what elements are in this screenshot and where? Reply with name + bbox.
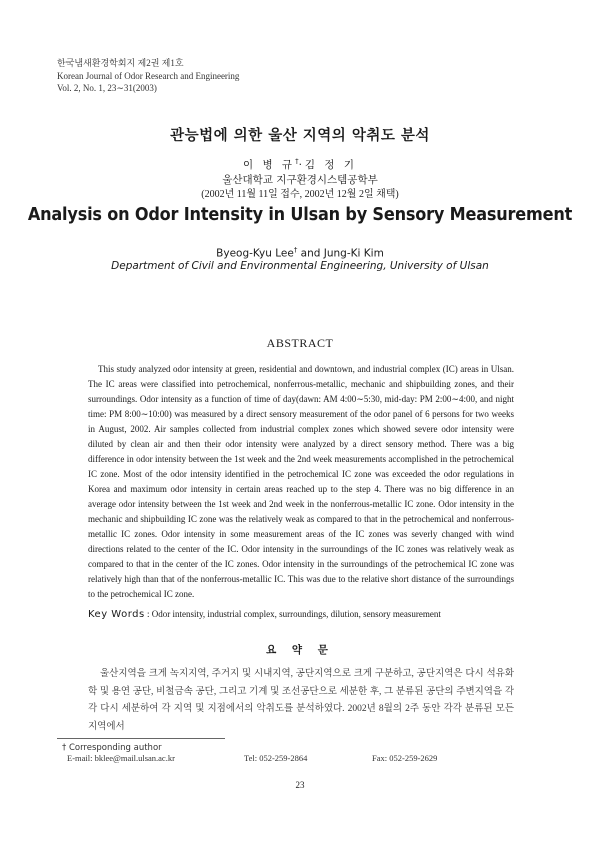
english-author-rest: and Jung-Ki Kim [297,247,384,260]
page-number: 23 [295,780,305,790]
english-title: Analysis on Odor Intensity in Ulsan by Sensory Measurement [27,205,573,225]
english-corresponding-dagger: † [293,246,298,254]
abstract-heading: ABSTRACT [266,336,334,350]
keywords-separator: : [144,609,152,619]
abstract-body: This study analyzed odor intensity at green, residential and downtown, and industrial complex (IC) areas in Ulsan. The IC areas were classified into petrochemical, nonferrous-metallic, mechanic and shipbuilding zones, and their surroundings. Odor intensity as a function of time of day(dawn: AM 4:00∼5:30, mid-day: PM 2:00∼4:00, and night time: PM 8:00∼10:00) was measured by a direct sensory measurement of the odor panel of 6 persons for two weeks in August, 2002. Air samples collected from industrial complex zones which showed severe odor intensity were diluted by clean air and then their odor intensity were analyzed by a direct sensory method. There was a big difference in odor intensity between the 1st week and the 2nd week measurements accomplished in the petrochemical IC zone. Most of the odor intensity identified in the petrochemical IC zone was exceeded the odor regulations in Korea and maximum odor intensity in certain areas reached up to the step 4. There was no big difference in an average odor intensity between the 1st week and 2nd week in the nonferrous-metallic IC zone. Odor intensity in the mechanic and shipbuilding IC zone was the relatively weak as compared to that in the petrochemical and nonferrous-metallic IC zones. Odor intensity in some measurement areas of the IC zones was severly changed with wind directions related to the center of the IC. Odor intensity in the surroundings of the IC zones was relatively weak as compared to that in the center of the IC zones. Odor intensity in the surroundings of the petrochemical IC zone was relatively high than that of the nonferrous-metallic IC. This was due to the relative short distance of the surroundings to the petrochemical IC zone. [88,364,514,599]
author-separator: · [298,159,305,171]
english-author-1: Byeog-Kyu Lee [216,247,294,260]
korean-dates: (2002년 11월 11일 접수, 2002년 12월 2일 채택) [201,189,399,200]
korean-abstract-heading: 요 약 문 [266,644,334,656]
footnote-tel: Tel: 052-259-2864 [244,753,308,763]
journal-korean-name: 한국냄새환경학회지 제2권 제1호 [57,58,184,68]
corresponding-dagger: † [295,157,299,166]
keywords-text: Odor intensity, industrial complex, surroundings, dilution, sensory measurement [151,609,441,619]
english-affiliation: Department of Civil and Environmental Engineering, University of Ulsan [111,260,489,272]
keywords [88,609,441,620]
keywords-label: Key Words [88,609,145,620]
korean-title: 관능법에 의한 울산 지역의 악취도 분석 [170,128,430,144]
journal-english-name: Korean Journal of Odor Research and Engineering [57,70,240,81]
footnote-fax: Fax: 052-259-2629 [372,753,438,763]
footnote-email: E-mail: bklee@mail.ulsan.ac.kr [67,753,175,763]
footnote-label: † Corresponding author [62,743,162,753]
footnote-rule [57,738,225,739]
english-authors [0,246,600,260]
journal-header [57,57,239,95]
korean-author-1: 이 병 규 [242,159,296,171]
korean-abstract-body: 울산지역을 크게 녹지지역, 주거지 및 시내지역, 공단지역으로 크게 구분하고, 공단지역은 다시 석유화학 및 용연 공단, 비철금속 공단, 그리고 기계 및 조선공단으로 세분한 후, 그 분류된 공단의 주변지역을 각각 다시 세분하여 각 지역 및 지점에서의 악취도를 분석하였다. 2002년 8월의 2주 동안 각각 분류된 모든 지역에서 [88,669,514,732]
korean-authors [0,157,600,172]
korean-affiliation: 울산대학교 지구환경시스템공학부 [222,174,378,186]
korean-author-2: 김 정 기 [304,159,358,171]
footnote-contact [67,753,567,765]
journal-issue: Vol. 2, No. 1, 23∼31(2003) [57,83,157,93]
